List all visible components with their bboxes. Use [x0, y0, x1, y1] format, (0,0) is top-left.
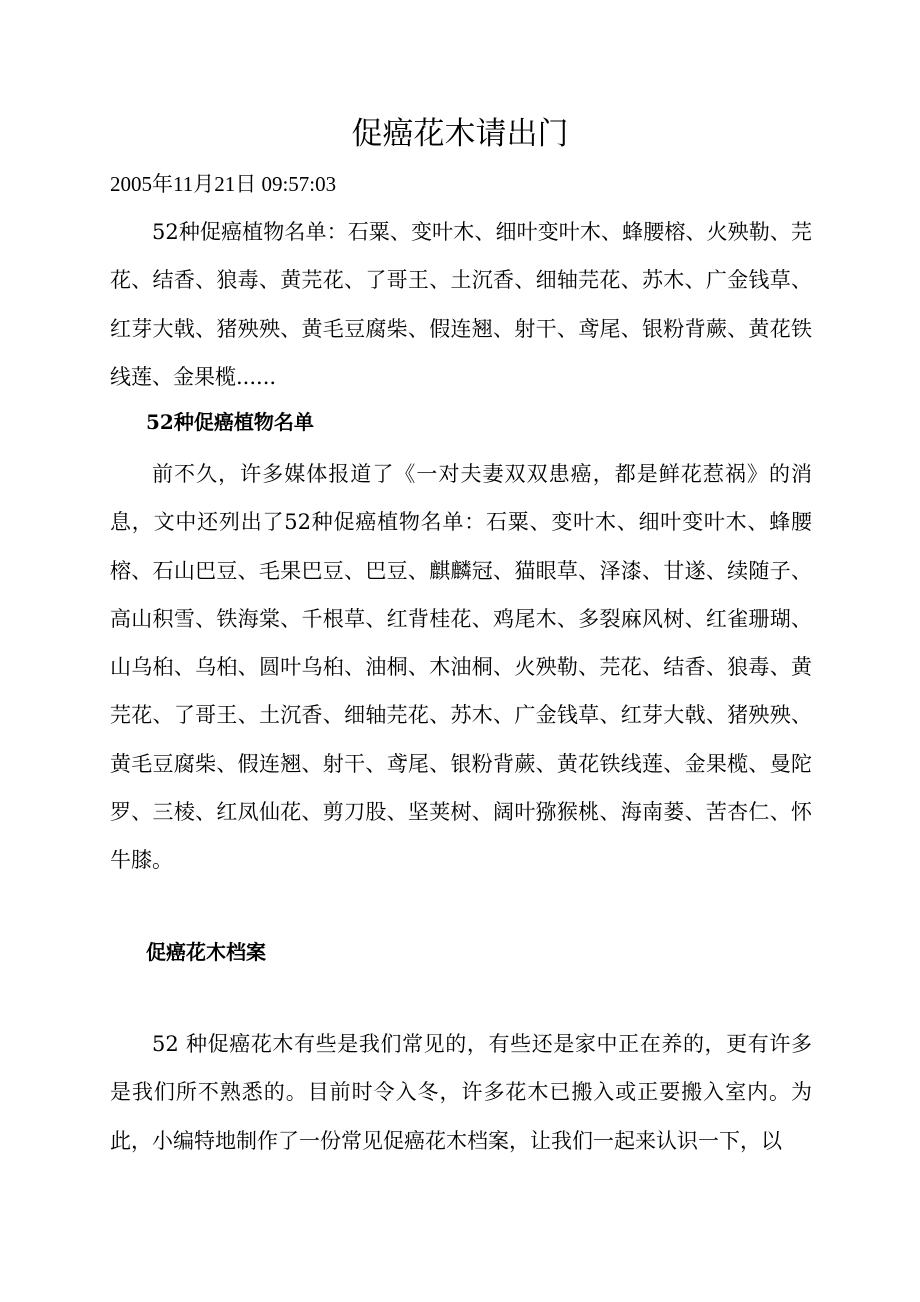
document-title: 促癌花木请出门 [351, 116, 569, 152]
section-heading-archive: 促癌花木档案 [146, 940, 266, 964]
publish-date: 2005年11月21日 09:57:03 [110, 172, 337, 196]
plant-list-paragraph: 前不久，许多媒体报道了《一对夫妻双双患癌，都是鲜花惹祸》的消息，文中还列出了52种促癌植物名单：石粟、变叶木、细叶变叶木、蜂腰榕、石山巴豆、毛果巴豆、巴豆、麒麟冠、猫眼草、泽漆、甘遂、续随子、高山积雪、铁海棠、千根草、红背桂花、鸡尾木、多裂麻风树、红雀珊瑚、山乌桕、乌桕、圆叶乌桕、油桐、木油桐、火殃勒、芫花、结香、狼毒、黄芫花、了哥王、土沉香、细轴芫花、苏木、广金钱草、红芽大戟、猪殃殃、黄毛豆腐柴、假连翘、射干、鸢尾、银粉背蕨、黄花铁线莲、金果榄、曼陀罗、三棱、红凤仙花、剪刀股、坚荚树、阔叶猕猴桃、海南蒌、苦杏仁、怀牛膝。 [110, 462, 812, 873]
intro-paragraph: 52种促癌植物名单：石粟、变叶木、细叶变叶木、蜂腰榕、火殃勒、芫花、结香、狼毒、黄芫花、了哥王、土沉香、细轴芫花、苏木、广金钱草、红芽大戟、猪殃殃、黄毛豆腐柴、假连翘、射干、鸢尾、银粉背蕨、黄花铁线莲、金果榄...... [110, 220, 812, 389]
archive-paragraph: 52 种促癌花木有些是我们常见的，有些还是家中正在养的，更有许多是我们所不熟悉的。目前时令入冬，许多花木已搬入或正要搬入室内。为此，小编特地制作了一份常见促癌花木档案，让我们一起来认识一下，以 [110, 1032, 812, 1153]
section-heading-plant-list: 52种促癌植物名单 [146, 410, 314, 434]
